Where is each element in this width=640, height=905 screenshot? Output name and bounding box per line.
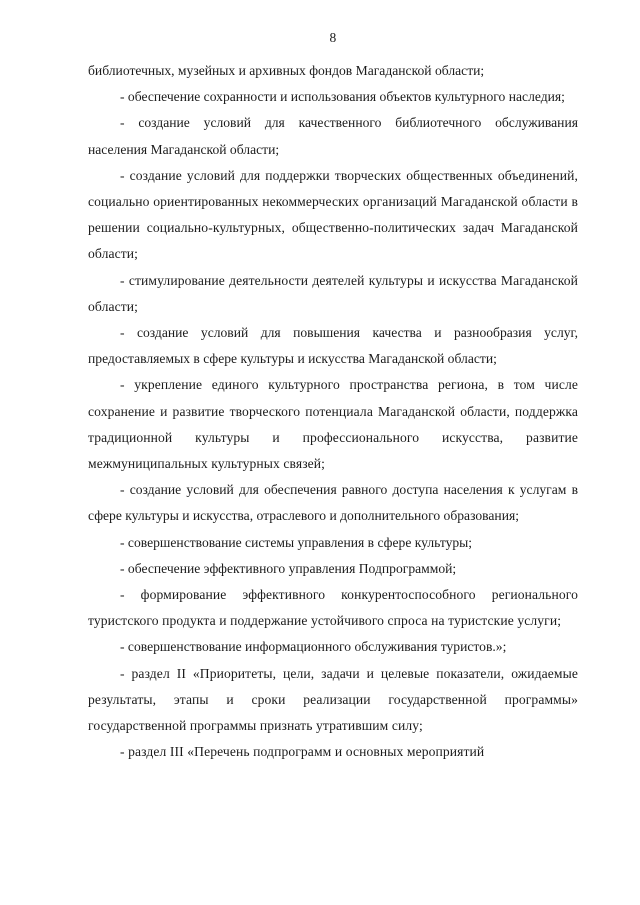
paragraph: - стимулирование деятельности деятелей культуры и искусства Магаданской области; [88,272,578,314]
paragraph: - укрепление единого культурного пространства региона, в том числе сохранение и развитие творческого потенциала Магаданской области, поддержка традиционной культуры и профессионального искусства, развитие межмуниципальных культурных связей; [88,377,578,472]
page-number: 8 [329,30,337,45]
paragraph: - раздел II «Приоритеты, цели, задачи и целевые показатели, ожидаемые результаты, этапы и сроки реализации государственной программы» государственной программы признать утратившим силу; [88,665,578,734]
paragraph: - раздел III «Перечень подпрограмм и основных мероприятий [120,744,485,760]
paragraph: - обеспечение сохранности и использования объектов культурного наследия; [120,89,565,105]
paragraph: - формирование эффективного конкурентоспособного регионального туристского продукта и поддержание устойчивого спроса на туристские услуги; [88,587,578,629]
paragraph: - создание условий для поддержки творческих общественных объединений, социально ориентированных некоммерческих организаций Магаданской области в решении социально-культурных, общественно-политических задач Магаданской области; [88,167,578,262]
paragraph: - совершенствование информационного обслуживания туристов.»; [120,639,507,655]
paragraph: - создание условий для повышения качества и разнообразия услуг, предоставляемых в сфере культуры и искусства Магаданской области; [88,325,578,367]
document-text-body [88,58,578,765]
paragraph: - обеспечение эффективного управления Подпрограммой; [120,560,457,576]
paragraph: - совершенствование системы управления в сфере культуры; [120,534,473,550]
paragraph: - создание условий для качественного библиотечного обслуживания населения Магаданской области; [88,115,578,157]
paragraph: - создание условий для обеспечения равного доступа населения к услугам в сфере культуры и искусства, отраслевого и дополнительного образования; [88,482,578,524]
paragraph: библиотечных, музейных и архивных фондов Магаданской области; [88,63,485,78]
